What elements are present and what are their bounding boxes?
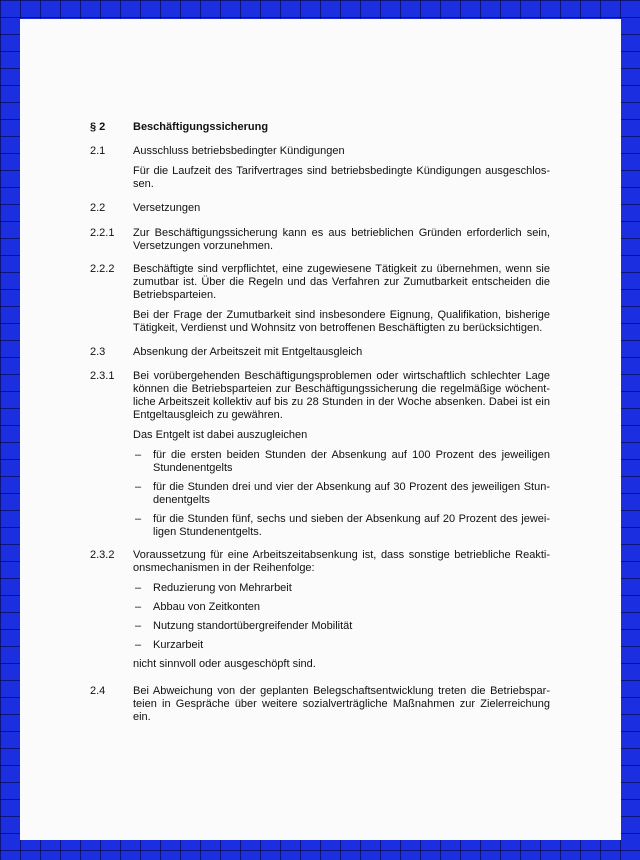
section-number: § 2 bbox=[90, 121, 106, 133]
dash-marker: – bbox=[135, 513, 142, 525]
clause-number: 2.3 bbox=[90, 346, 106, 358]
clause-body bbox=[133, 370, 550, 545]
paragraph: Bei Abweichung von der geplanten Belegschaftsentwicklung treten die Betriebspar-teien in Gespräche über weitere sozialverträgliche Maßnahmen zur Zielerreichung ein. bbox=[133, 685, 550, 723]
section-title: Beschäftigungssicherung bbox=[133, 121, 269, 133]
paragraph: Bei vorübergehenden Beschäftigungsproblemen oder wirtschaftlich schlechter Lage können die Betriebsparteien zur Beschäftigungssicherung die regelmäßige wöchent-liche Arbeitszeit kollektiv auf bis zu 28 Stunden in der Woche absenken. Dabei ist ein Entgeltausgleich zu gewähren. bbox=[133, 370, 550, 421]
clause-number: 2.1 bbox=[90, 145, 106, 157]
paragraph: Zur Beschäftigungssicherung kann es aus betrieblichen Gründen erforderlich sein, Versetzungen vorzunehmen. bbox=[133, 227, 550, 252]
paragraph: Bei der Frage der Zumutbarkeit sind insbesondere Eignung, Qualifikation, bisherige Tätigkeit, Verdienst und Wohnsitz von betroffenen Beschäftigten zu berücksichtigen. bbox=[133, 309, 550, 334]
paragraph: Voraussetzung für eine Arbeitszeitabsenkung ist, dass sonstige betriebliche Reakti-onsmechanismen in der Reihenfolge: bbox=[133, 549, 550, 574]
clause-body bbox=[133, 549, 550, 678]
list-item: – Nutzung standortübergreifender Mobilität bbox=[135, 620, 353, 632]
paragraph: nicht sinnvoll oder ausgeschöpft sind. bbox=[133, 658, 316, 670]
clause-body bbox=[133, 145, 550, 198]
document-page bbox=[20, 19, 621, 840]
dash-marker: – bbox=[135, 481, 142, 493]
list-item: – Abbau von Zeitkonten bbox=[135, 601, 261, 613]
clause-body bbox=[133, 685, 550, 731]
list-item: – Reduzierung von Mehrarbeit bbox=[135, 582, 292, 594]
list-item: – für die ersten beiden Stunden der Absenkung auf 100 Prozent des jeweiligen Stundenentgelts bbox=[135, 449, 550, 474]
clause-title: Versetzungen bbox=[133, 202, 201, 214]
clause-title: Absenkung der Arbeitszeit mit Entgeltausgleich bbox=[133, 346, 363, 358]
dash-marker: – bbox=[135, 639, 142, 651]
paragraph: Das Entgelt ist dabei auszugleichen bbox=[133, 429, 308, 441]
list-item: – Kurzarbeit bbox=[135, 639, 204, 651]
clause-number: 2.2.1 bbox=[90, 227, 115, 239]
dash-marker: – bbox=[135, 601, 142, 613]
clause-body bbox=[133, 263, 550, 342]
clause-number: 2.3.1 bbox=[90, 370, 115, 382]
list-item: – für die Stunden drei und vier der Absenkung auf 30 Prozent des jeweiligen Stun-denentgelts bbox=[135, 481, 550, 506]
bullet-list bbox=[133, 449, 550, 539]
bullet-list bbox=[133, 582, 550, 652]
clause-number: 2.3.2 bbox=[90, 549, 115, 561]
clause-number: 2.4 bbox=[90, 685, 106, 697]
list-item: – für die Stunden fünf, sechs und sieben der Absenkung auf 20 Prozent des jewei-ligen Stundenentgelts. bbox=[135, 513, 550, 538]
clause-number: 2.2 bbox=[90, 202, 106, 214]
paragraph: Für die Laufzeit des Tarifvertrages sind betriebsbedingte Kündigungen ausgeschlos-sen. bbox=[133, 165, 550, 190]
paragraph: Beschäftigte sind verpflichtet, eine zugewiesene Tätigkeit zu übernehmen, wenn sie zumutbar ist. Über die Regeln und das Verfahren zur Zumutbarkeit entscheiden die Betriebsparteien. bbox=[133, 263, 550, 301]
clause-title: Ausschluss betriebsbedingter Kündigungen bbox=[133, 145, 345, 157]
clause-number: 2.2.2 bbox=[90, 263, 115, 275]
dash-marker: – bbox=[135, 620, 142, 632]
dash-marker: – bbox=[135, 582, 142, 594]
clause-body bbox=[133, 227, 550, 260]
dash-marker: – bbox=[135, 449, 142, 461]
